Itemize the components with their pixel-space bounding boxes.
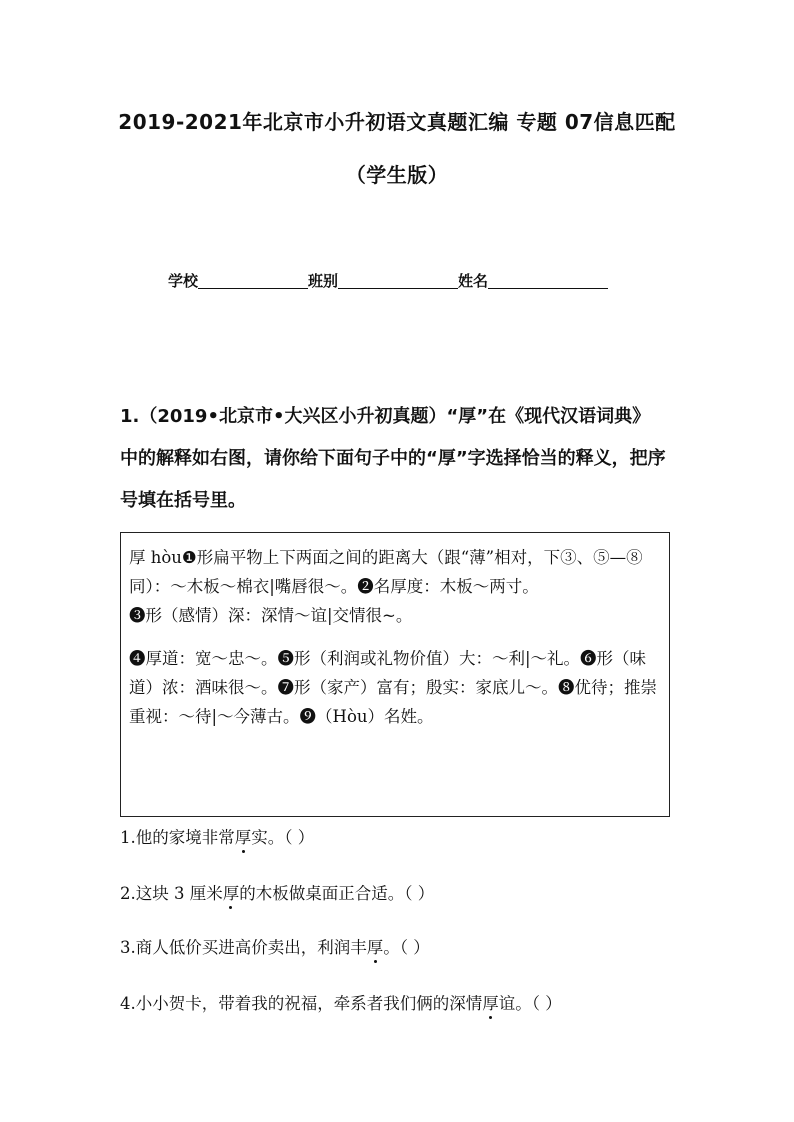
- sentence-item: [120, 880, 434, 904]
- sentence-text[interactable]: 实。（ ）: [251, 828, 315, 847]
- page-subtitle: （学生版）: [345, 163, 449, 187]
- sentence-text[interactable]: 谊。（ ）: [498, 994, 562, 1013]
- dictionary-line-1: 厚 hòu❶形扁平物上下两面之间的距离大（跟“薄”相对，下③、⑤—⑧同）：～木板～棉衣|嘴唇很～。❷名厚度：木板～两寸。: [129, 548, 643, 596]
- sentence-item: [120, 934, 430, 958]
- sentence-text[interactable]: 。（ ）: [383, 938, 430, 957]
- page-title: 2019-2021年北京市小升初语文真题汇编 专题 07信息匹配: [118, 110, 676, 134]
- sentence-text[interactable]: 的木板做桌面正合适。（ ）: [239, 884, 435, 903]
- student-info-line: [168, 270, 608, 291]
- school-blank[interactable]: [198, 272, 308, 289]
- sentence-item: [120, 990, 562, 1014]
- sentence-text: 1.他的家境非常: [120, 828, 235, 847]
- name-blank[interactable]: [488, 272, 608, 289]
- name-label: 姓名: [458, 272, 489, 290]
- sentence-item: [120, 824, 314, 848]
- emphasis-char: 厚: [366, 938, 384, 957]
- dictionary-line-3: ❹厚道：宽～忠～。❺形（利润或礼物价值）大：～利|～礼。❻形（味道）浓：酒味很～。❼形（家产）富有；殷实：家底儿～。❽优待；推崇重视：～待|～今薄古。❾（Hòu）名姓。: [129, 649, 657, 726]
- class-blank[interactable]: [338, 272, 458, 289]
- question-text: 1.（2019•北京市•大兴区小升初真题）“厚”在《现代汉语词典》中的解释如右图，请你给下面句子中的“厚”字选择恰当的释义，把序号填在括号里。: [120, 406, 666, 511]
- class-label: 班别: [308, 272, 339, 290]
- school-label: 学校: [168, 272, 199, 290]
- emphasis-char: 厚: [482, 994, 499, 1013]
- sentence-text: 3.商人低价买进高价卖出，利润丰: [120, 938, 367, 957]
- emphasis-char: 厚: [234, 828, 252, 847]
- dictionary-entry-box: [120, 532, 670, 817]
- emphasis-char: 厚: [222, 884, 240, 903]
- sentence-text: 2.这块 3 厘米: [120, 884, 223, 903]
- dictionary-line-2: ❸形（感情）深：深情～谊|交情很~。: [129, 606, 413, 625]
- sentence-text: 4.小小贺卡，带着我的祝福，牵系者我们俩的深情: [120, 994, 483, 1013]
